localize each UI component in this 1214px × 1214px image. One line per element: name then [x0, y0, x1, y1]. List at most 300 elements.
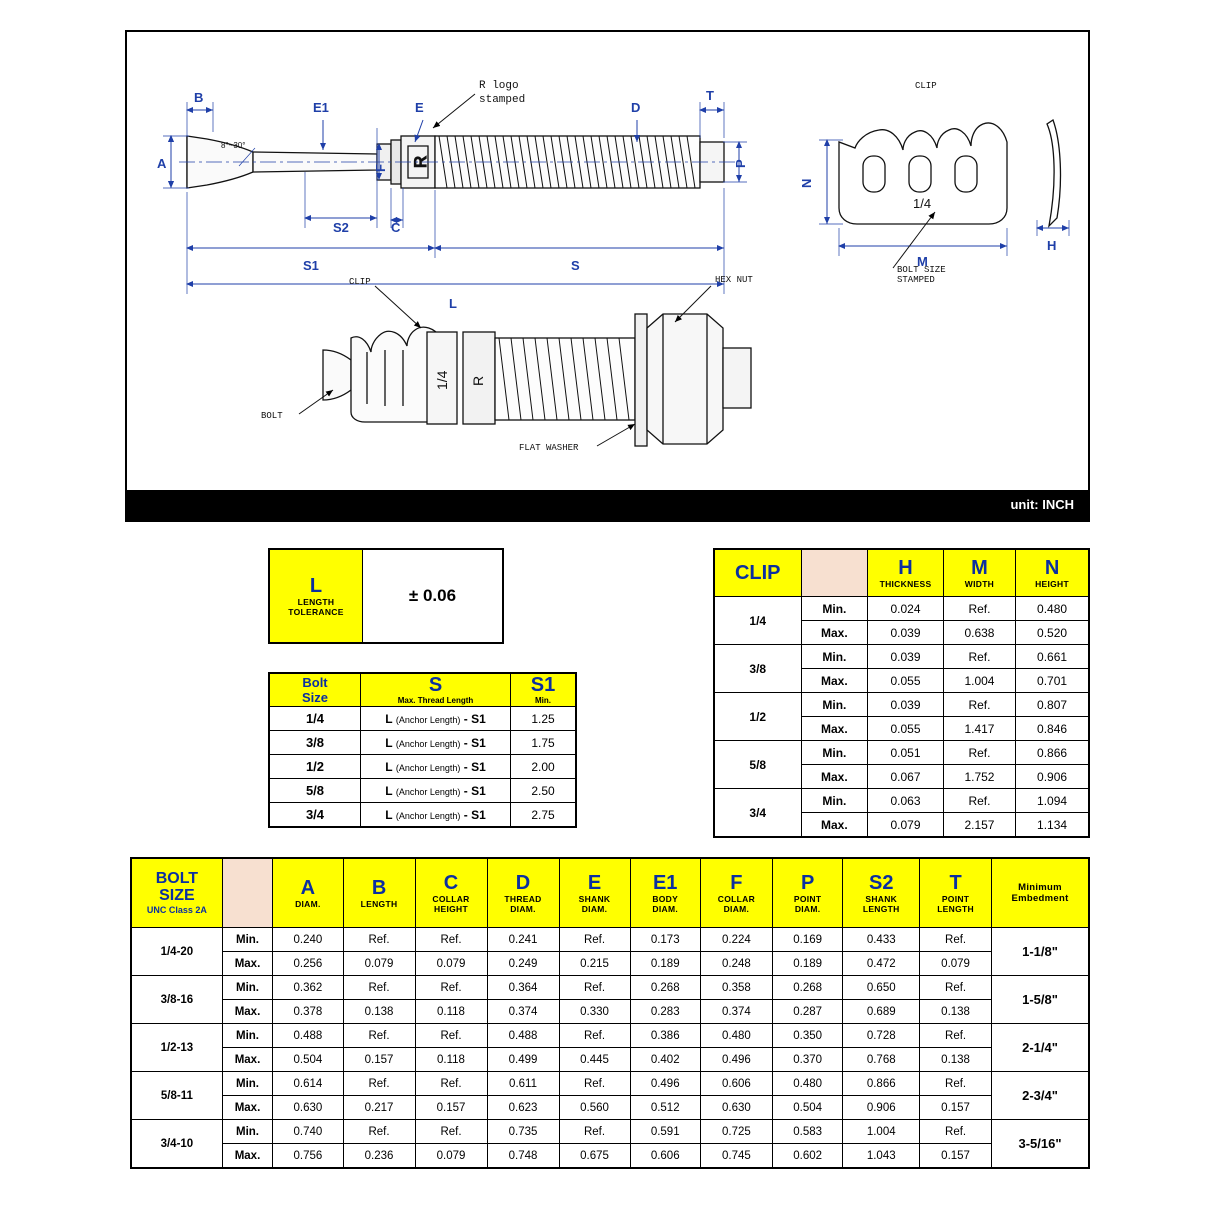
cell-c-max: 0.079 — [415, 1144, 487, 1169]
cell-e1-max: 0.189 — [630, 952, 700, 976]
cell-c-max: 0.118 — [415, 1000, 487, 1024]
cell-t-max: 0.157 — [920, 1096, 992, 1120]
clip-m-min: Ref. — [943, 741, 1015, 765]
svg-text:STAMPED: STAMPED — [897, 275, 935, 285]
clip-n-min: 0.480 — [1016, 597, 1089, 621]
cell-c-min: Ref. — [415, 1120, 487, 1144]
cell-e-min: Ref. — [559, 976, 630, 1000]
cell-e1-max: 0.283 — [630, 1000, 700, 1024]
technical-drawing-panel — [125, 30, 1090, 522]
s-formula-prefix: L — [385, 711, 393, 726]
cell-t-max: 0.138 — [920, 1048, 992, 1072]
col-p-letter: P — [800, 871, 815, 894]
bolt-size-title-cell — [131, 858, 222, 928]
table-row — [131, 1048, 1089, 1072]
s1-header-letter: S1 — [530, 674, 556, 696]
minmax-label: Min. — [801, 741, 868, 765]
table-row — [269, 779, 576, 803]
col-p-sub1: POINT — [793, 893, 822, 904]
svg-text:R: R — [411, 155, 430, 168]
clip-m-min: Ref. — [943, 789, 1015, 813]
bolt-row-size: 1/2-13 — [131, 1024, 222, 1072]
cell-e1-min: 0.386 — [630, 1024, 700, 1048]
clip-h-min: 0.039 — [868, 645, 944, 669]
svg-text:T: T — [706, 88, 714, 103]
cell-d-min: 0.241 — [487, 928, 559, 952]
col-c-letter: C — [443, 871, 459, 894]
cell-p-min: 0.480 — [772, 1072, 842, 1096]
clip-row-size: 1/4 — [714, 597, 801, 645]
svg-text:D: D — [631, 100, 641, 115]
svg-text:L: L — [449, 296, 457, 311]
minmax-label: Min. — [801, 693, 868, 717]
s-header-letter: S — [428, 674, 443, 696]
cell-e1-max: 0.402 — [630, 1048, 700, 1072]
cell-p-max: 0.504 — [772, 1096, 842, 1120]
table-row — [131, 1024, 1089, 1048]
clip-minmax-header — [801, 549, 868, 597]
minmax-label: Min. — [222, 1024, 272, 1048]
col-c-sub2: HEIGHT — [434, 903, 468, 914]
clip-n-sub: HEIGHT — [1035, 578, 1069, 589]
bolt-title-l3: UNC Class 2A — [146, 904, 207, 915]
col-e-sub1: SHANK — [578, 893, 611, 904]
col-b-letter: B — [371, 876, 387, 899]
cell-f-max: 0.630 — [700, 1096, 772, 1120]
minmax-label: Max. — [801, 717, 868, 741]
svg-text:E1: E1 — [313, 100, 329, 115]
cell-p-max: 0.602 — [772, 1144, 842, 1169]
cell-b-min: Ref. — [343, 1024, 415, 1048]
col-s2-letter: S2 — [868, 871, 894, 894]
svg-text:N: N — [799, 178, 814, 188]
cell-d-min: 0.611 — [487, 1072, 559, 1096]
svg-text:BOLT: BOLT — [261, 411, 283, 421]
cell-embedment: 2-3/4" — [992, 1072, 1089, 1120]
clip-n-min: 0.807 — [1016, 693, 1089, 717]
bolt-title-l2: SIZE — [159, 887, 195, 904]
cell-d-max: 0.499 — [487, 1048, 559, 1072]
cell-p-max: 0.189 — [772, 952, 842, 976]
svg-text:F: F — [373, 164, 388, 172]
cell-f-max: 0.496 — [700, 1048, 772, 1072]
cell-f-max: 0.745 — [700, 1144, 772, 1169]
cell-c-min: Ref. — [415, 1072, 487, 1096]
cell-f-min: 0.224 — [700, 928, 772, 952]
bolt-size-header-l2: Size — [301, 690, 328, 705]
clip-n-header — [1016, 549, 1089, 597]
minmax-label: Min. — [801, 789, 868, 813]
clip-h-min: 0.039 — [868, 693, 944, 717]
unit-label: unit: INCH — [127, 490, 1088, 520]
cell-p-min: 0.169 — [772, 928, 842, 952]
clip-h-min: 0.024 — [868, 597, 944, 621]
clip-m-max: 1.752 — [943, 765, 1015, 789]
row-size: 3/8 — [269, 731, 361, 755]
cell-b-max: 0.236 — [343, 1144, 415, 1169]
cell-b-min: Ref. — [343, 976, 415, 1000]
cell-e-max: 0.675 — [559, 1144, 630, 1169]
col-header-embedment — [992, 858, 1089, 928]
bolt-row-size: 3/4-10 — [131, 1120, 222, 1169]
table-row — [269, 803, 576, 828]
col-header-p — [772, 858, 842, 928]
col-f-sub2: DIAM. — [723, 903, 750, 914]
bolt-dimensions-table — [130, 857, 1090, 1169]
clip-n-max: 0.906 — [1016, 765, 1089, 789]
cell-e-min: Ref. — [559, 1072, 630, 1096]
s-formula-suffix: - S1 — [463, 735, 486, 750]
s-formula-prefix: L — [385, 759, 393, 774]
svg-text:1/4: 1/4 — [913, 196, 932, 211]
minmax-label: Min. — [222, 976, 272, 1000]
svg-text:A: A — [157, 156, 167, 171]
s-formula-mid: (Anchor Length) — [395, 786, 461, 797]
svg-text:P: P — [733, 159, 748, 168]
cell-a-max: 0.756 — [273, 1144, 343, 1169]
svg-text:R logo: R logo — [479, 80, 519, 92]
clip-h-header — [868, 549, 944, 597]
clip-m-max: 0.638 — [943, 621, 1015, 645]
svg-text:S1: S1 — [303, 258, 319, 273]
cell-d-max: 0.623 — [487, 1096, 559, 1120]
s-formula-mid: (Anchor Length) — [395, 762, 461, 773]
clip-h-max: 0.039 — [868, 621, 944, 645]
table-row — [131, 1096, 1089, 1120]
col-e-sub2: DIAM. — [581, 903, 608, 914]
col-header-t — [920, 858, 992, 928]
cell-e1-min: 0.591 — [630, 1120, 700, 1144]
row-s1: 2.00 — [511, 755, 577, 779]
minmax-label: Max. — [222, 952, 272, 976]
clip-n-max: 0.520 — [1016, 621, 1089, 645]
cell-d-max: 0.748 — [487, 1144, 559, 1169]
table-row — [269, 731, 576, 755]
minmax-label: Min. — [222, 1120, 272, 1144]
cell-d-min: 0.364 — [487, 976, 559, 1000]
col-header-f — [700, 858, 772, 928]
clip-h-min: 0.063 — [868, 789, 944, 813]
cell-a-max: 0.630 — [273, 1096, 343, 1120]
table-row — [131, 952, 1089, 976]
minmax-label: Min. — [222, 1072, 272, 1096]
svg-text:CLIP: CLIP — [915, 81, 937, 91]
svg-text:1/4: 1/4 — [434, 370, 450, 390]
svg-text:R: R — [470, 375, 486, 386]
col-header-a — [273, 858, 343, 928]
clip-h-max: 0.079 — [868, 813, 944, 838]
row-s1: 1.25 — [511, 707, 577, 731]
minmax-label: Min. — [801, 597, 868, 621]
bolt-size-header-l1: Bolt — [302, 675, 328, 690]
cell-a-max: 0.256 — [273, 952, 343, 976]
cell-d-min: 0.488 — [487, 1024, 559, 1048]
cell-b-max: 0.138 — [343, 1000, 415, 1024]
svg-text:E: E — [415, 100, 424, 115]
clip-n-letter: N — [1044, 556, 1060, 579]
cell-embedment: 3-5/16" — [992, 1120, 1089, 1169]
cell-s2-max: 1.043 — [843, 1144, 920, 1169]
svg-text:S2: S2 — [333, 220, 349, 235]
clip-m-letter: M — [971, 556, 988, 579]
clip-m-min: Ref. — [943, 645, 1015, 669]
table-row — [131, 1000, 1089, 1024]
col-header-b — [343, 858, 415, 928]
row-s-formula — [361, 779, 511, 803]
row-size: 3/4 — [269, 803, 361, 828]
cell-embedment: 2-1/4" — [992, 1024, 1089, 1072]
col-d-sub1: THREAD — [504, 893, 542, 904]
cell-f-max: 0.374 — [700, 1000, 772, 1024]
row-size: 5/8 — [269, 779, 361, 803]
s-header — [361, 673, 511, 707]
cell-t-max: 0.157 — [920, 1144, 992, 1169]
row-s-formula — [361, 731, 511, 755]
cell-b-max: 0.157 — [343, 1048, 415, 1072]
row-s1: 2.75 — [511, 803, 577, 828]
col-e-letter: E — [587, 871, 602, 894]
table-row — [714, 693, 1089, 717]
row-s1: 1.75 — [511, 731, 577, 755]
clip-n-max: 0.846 — [1016, 717, 1089, 741]
row-size: 1/4 — [269, 707, 361, 731]
cell-embedment: 1-1/8" — [992, 928, 1089, 976]
cell-e-max: 0.445 — [559, 1048, 630, 1072]
s-formula-suffix: - S1 — [463, 783, 486, 798]
clip-m-max: 1.417 — [943, 717, 1015, 741]
cell-d-max: 0.374 — [487, 1000, 559, 1024]
clip-h-max: 0.055 — [868, 669, 944, 693]
clip-title-cell — [714, 549, 801, 597]
s-formula-prefix: L — [385, 735, 393, 750]
clip-row-size: 3/8 — [714, 645, 801, 693]
cell-e1-min: 0.268 — [630, 976, 700, 1000]
cell-t-min: Ref. — [920, 1120, 992, 1144]
clip-row-size: 1/2 — [714, 693, 801, 741]
tolerance-value: ± 0.06 — [363, 549, 504, 643]
svg-text:FLAT WASHER: FLAT WASHER — [519, 443, 579, 453]
bolt-size-header — [269, 673, 361, 707]
bolt-minmax-header — [222, 858, 272, 928]
cell-a-min: 0.240 — [273, 928, 343, 952]
cell-s2-min: 0.433 — [843, 928, 920, 952]
cell-e-max: 0.330 — [559, 1000, 630, 1024]
s-formula-suffix: - S1 — [463, 711, 486, 726]
table-row — [714, 645, 1089, 669]
cell-a-min: 0.740 — [273, 1120, 343, 1144]
cell-t-min: Ref. — [920, 1072, 992, 1096]
cell-c-max: 0.118 — [415, 1048, 487, 1072]
cell-s2-max: 0.472 — [843, 952, 920, 976]
cell-t-max: 0.079 — [920, 952, 992, 976]
clip-m-min: Ref. — [943, 693, 1015, 717]
cell-e1-min: 0.173 — [630, 928, 700, 952]
minmax-label: Max. — [222, 1048, 272, 1072]
svg-text:HEX NUT: HEX NUT — [715, 275, 753, 285]
col-header-c — [415, 858, 487, 928]
cell-b-max: 0.079 — [343, 952, 415, 976]
col-a-sub1: DIAM. — [295, 898, 321, 909]
row-size: 1/2 — [269, 755, 361, 779]
tolerance-letter: L — [309, 574, 323, 597]
cell-p-max: 0.370 — [772, 1048, 842, 1072]
table-row — [269, 707, 576, 731]
s1-header-sub: Min. — [535, 696, 551, 705]
table-row — [131, 1120, 1089, 1144]
cell-s2-min: 1.004 — [843, 1120, 920, 1144]
cell-e1-min: 0.496 — [630, 1072, 700, 1096]
clip-row-size: 3/4 — [714, 789, 801, 838]
clip-m-header — [943, 549, 1015, 597]
col-header-e1 — [630, 858, 700, 928]
clip-n-min: 0.661 — [1016, 645, 1089, 669]
s-formula-suffix: - S1 — [463, 807, 486, 822]
col-t-letter: T — [949, 871, 962, 894]
cell-s2-max: 0.906 — [843, 1096, 920, 1120]
clip-h-max: 0.067 — [868, 765, 944, 789]
cell-f-min: 0.606 — [700, 1072, 772, 1096]
thread-length-table — [268, 672, 577, 828]
minmax-label: Min. — [222, 928, 272, 952]
clip-row-size: 5/8 — [714, 741, 801, 789]
cell-c-min: Ref. — [415, 1024, 487, 1048]
col-t-sub1: POINT — [941, 893, 970, 904]
minmax-label: Max. — [801, 621, 868, 645]
clip-n-max: 0.701 — [1016, 669, 1089, 693]
cell-e-max: 0.560 — [559, 1096, 630, 1120]
table-row — [269, 755, 576, 779]
clip-dimensions-table — [713, 548, 1090, 838]
cell-embedment: 1-5/8" — [992, 976, 1089, 1024]
cell-a-max: 0.378 — [273, 1000, 343, 1024]
cell-s2-max: 0.768 — [843, 1048, 920, 1072]
table-row — [131, 976, 1089, 1000]
bolt-title-l1: BOLT — [155, 870, 199, 888]
cell-c-max: 0.157 — [415, 1096, 487, 1120]
tolerance-sub1: LENGTH — [297, 596, 335, 607]
s-formula-suffix: - S1 — [463, 759, 486, 774]
svg-text:BOLT SIZE: BOLT SIZE — [897, 265, 946, 275]
cell-p-max: 0.287 — [772, 1000, 842, 1024]
cell-d-min: 0.735 — [487, 1120, 559, 1144]
svg-text:B: B — [194, 90, 204, 105]
cell-t-min: Ref. — [920, 976, 992, 1000]
clip-title: CLIP — [734, 561, 781, 584]
table-row — [714, 789, 1089, 813]
svg-text:S: S — [571, 258, 580, 273]
cell-d-max: 0.249 — [487, 952, 559, 976]
col-embed-sub1: Minimum — [1018, 882, 1062, 893]
minmax-label: Max. — [222, 1096, 272, 1120]
col-c-sub1: COLLAR — [432, 893, 470, 904]
s-formula-mid: (Anchor Length) — [395, 714, 461, 725]
clip-n-max: 1.134 — [1016, 813, 1089, 838]
col-e1-sub1: BODY — [652, 893, 679, 904]
cell-b-min: Ref. — [343, 1120, 415, 1144]
s-header-sub: Max. Thread Length — [397, 696, 474, 705]
cell-e-min: Ref. — [559, 1120, 630, 1144]
svg-text:CLIP: CLIP — [349, 277, 371, 287]
cell-p-min: 0.350 — [772, 1024, 842, 1048]
col-header-d — [487, 858, 559, 928]
cell-a-min: 0.614 — [273, 1072, 343, 1096]
bolt-row-size: 3/8-16 — [131, 976, 222, 1024]
clip-m-max: 2.157 — [943, 813, 1015, 838]
col-a-letter: A — [300, 876, 316, 899]
drawing-canvas — [127, 32, 1088, 494]
svg-text:stamped: stamped — [479, 94, 526, 106]
s-formula-mid: (Anchor Length) — [395, 738, 461, 749]
s-formula-mid: (Anchor Length) — [395, 810, 461, 821]
cell-e1-max: 0.512 — [630, 1096, 700, 1120]
cell-t-min: Ref. — [920, 928, 992, 952]
cell-b-min: Ref. — [343, 1072, 415, 1096]
svg-text:M: M — [917, 254, 928, 269]
s1-header — [511, 673, 577, 707]
cell-t-max: 0.138 — [920, 1000, 992, 1024]
cell-t-min: Ref. — [920, 1024, 992, 1048]
row-s-formula — [361, 803, 511, 828]
tolerance-sub2: TOLERANCE — [288, 606, 344, 617]
table-row — [131, 1144, 1089, 1169]
clip-h-letter: H — [898, 556, 913, 579]
clip-n-min: 0.866 — [1016, 741, 1089, 765]
col-d-sub2: DIAM. — [510, 903, 536, 914]
row-s-formula — [361, 755, 511, 779]
clip-m-sub: WIDTH — [964, 578, 995, 589]
tolerance-label-cell — [269, 549, 363, 643]
cell-c-max: 0.079 — [415, 952, 487, 976]
cell-c-min: Ref. — [415, 976, 487, 1000]
table-row — [131, 928, 1089, 952]
minmax-label: Max. — [222, 1144, 272, 1169]
bolt-row-size: 1/4-20 — [131, 928, 222, 976]
col-header-s2 — [843, 858, 920, 928]
cell-f-min: 0.480 — [700, 1024, 772, 1048]
cell-f-max: 0.248 — [700, 952, 772, 976]
col-p-sub2: DIAM. — [794, 903, 821, 914]
row-s-formula — [361, 707, 511, 731]
cell-a-min: 0.488 — [273, 1024, 343, 1048]
col-f-letter: F — [730, 871, 743, 894]
cell-s2-min: 0.728 — [843, 1024, 920, 1048]
cell-a-max: 0.504 — [273, 1048, 343, 1072]
s-formula-prefix: L — [385, 807, 393, 822]
col-e1-letter: E1 — [652, 871, 678, 894]
cell-e1-max: 0.606 — [630, 1144, 700, 1169]
col-d-letter: D — [515, 871, 531, 894]
cell-s2-max: 0.689 — [843, 1000, 920, 1024]
table-row — [131, 1072, 1089, 1096]
clip-n-min: 1.094 — [1016, 789, 1089, 813]
clip-m-min: Ref. — [943, 597, 1015, 621]
minmax-label: Max. — [801, 765, 868, 789]
cell-p-min: 0.268 — [772, 976, 842, 1000]
cell-f-min: 0.358 — [700, 976, 772, 1000]
col-header-e — [559, 858, 630, 928]
cell-s2-min: 0.866 — [843, 1072, 920, 1096]
col-f-sub1: COLLAR — [717, 893, 756, 904]
svg-text:8°~30°: 8°~30° — [221, 141, 246, 150]
s-formula-prefix: L — [385, 783, 393, 798]
clip-h-max: 0.055 — [868, 717, 944, 741]
col-t-sub2: LENGTH — [937, 903, 974, 914]
cell-e-min: Ref. — [559, 928, 630, 952]
clip-m-max: 1.004 — [943, 669, 1015, 693]
clip-h-sub: THICKNESS — [879, 578, 932, 589]
col-s2-sub1: SHANK — [865, 893, 898, 904]
cell-e-max: 0.215 — [559, 952, 630, 976]
